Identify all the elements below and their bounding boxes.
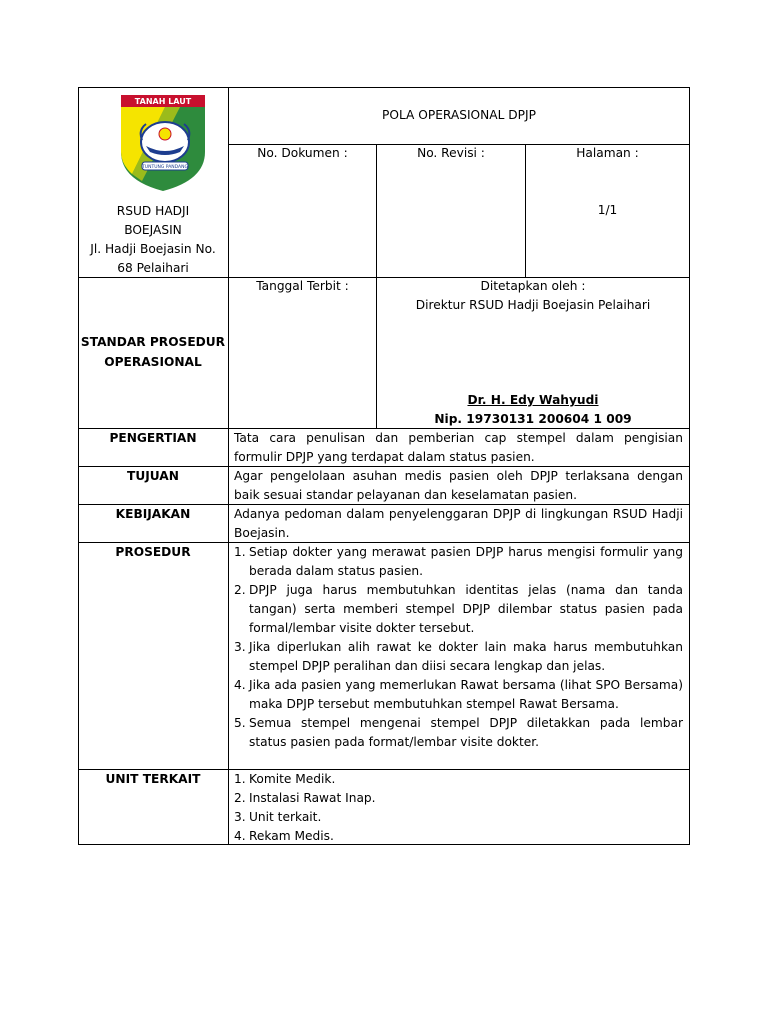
- document-title: POLA OPERASIONAL DPJP: [382, 108, 536, 122]
- prosedur-item: [234, 714, 683, 752]
- signer-name: Dr. H. Edy Wahyudi: [467, 393, 599, 407]
- prosedur-item: [234, 676, 683, 714]
- unit-terkait-item-number: 4.: [234, 829, 246, 843]
- logo-scroll-text: TUNTUNG PANDANG: [142, 165, 188, 170]
- pengertian-label: PENGERTIAN: [109, 431, 197, 445]
- institution-address-line2: 68 Pelaihari: [117, 261, 189, 275]
- prosedur-item-number: 1.: [234, 545, 246, 559]
- institution-address-line1: Jl. Hadji Boejasin No.: [90, 242, 216, 256]
- ditetapkan-label: Ditetapkan oleh :: [480, 279, 586, 293]
- prosedur-item-text: DPJP juga harus membutuhkan identitas jelas (nama dan tanda tangan) serta memberi stempel DPJP dilembar status pasien pada formal/lembar visite dokter tersebut.: [249, 583, 683, 635]
- unit-terkait-item-number: 3.: [234, 810, 246, 824]
- logo-banner-text: TANAH LAUT: [134, 97, 192, 106]
- unit-terkait-item: [234, 789, 683, 808]
- kebijakan-text: Adanya pedoman dalam penyelenggaran DPJP di lingkungan RSUD Hadji Boejasin.: [234, 507, 683, 540]
- prosedur-item-text: Jika ada pasien yang memerlukan Rawat bersama (lihat SPO Bersama) maka DPJP tersebut membutuhkan stempel Rawat Bersama.: [249, 678, 683, 711]
- unit-terkait-item-text: Unit terkait.: [249, 810, 322, 824]
- unit-terkait-item-text: Komite Medik.: [249, 772, 336, 786]
- tanggal-terbit-label: Tanggal Terbit :: [256, 279, 349, 293]
- unit-terkait-item: [234, 808, 683, 827]
- unit-terkait-item-number: 2.: [234, 791, 246, 805]
- prosedur-item-number: 3.: [234, 640, 246, 654]
- institution-name-line2: BOEJASIN: [124, 223, 182, 237]
- prosedur-item-text: Setiap dokter yang merawat pasien DPJP harus mengisi formulir yang berada dalam status pasien.: [249, 545, 683, 578]
- logo-emblem-sun: [159, 128, 171, 140]
- prosedur-label: PROSEDUR: [115, 545, 191, 559]
- prosedur-item-number: 2.: [234, 583, 246, 597]
- sop-table: [78, 87, 690, 845]
- prosedur-item-text: Jika diperlukan alih rawat ke dokter lain maka harus membutuhkan stempel DPJP peralihan dan diisi secara lengkap dan jelas.: [249, 640, 683, 673]
- unit-terkait-label: UNIT TERKAIT: [105, 772, 201, 786]
- sop-title-line2: OPERASIONAL: [104, 355, 202, 369]
- unit-terkait-item: [234, 827, 683, 846]
- no-dokumen-label: No. Dokumen :: [257, 146, 348, 160]
- tujuan-text: Agar pengelolaan asuhan medis pasien oleh DPJP terlaksana dengan baik sesuai standar pelayanan dan keselamatan pasien.: [234, 469, 683, 502]
- unit-terkait-item-number: 1.: [234, 772, 246, 786]
- prosedur-item-number: 5.: [234, 716, 246, 730]
- unit-terkait-item: [234, 770, 683, 789]
- prosedur-item: [234, 543, 683, 581]
- prosedur-item: [234, 581, 683, 638]
- ditetapkan-value: Direktur RSUD Hadji Boejasin Pelaihari: [415, 298, 651, 312]
- tanah-laut-logo: [120, 94, 206, 192]
- prosedur-item-text: Semua stempel mengenai stempel DPJP diletakkan pada lembar status pasien pada format/lembar visite dokter.: [249, 716, 683, 749]
- prosedur-item-number: 4.: [234, 678, 246, 692]
- unit-terkait-item-text: Instalasi Rawat Inap.: [249, 791, 376, 805]
- sop-title-line1: STANDAR PROSEDUR: [80, 335, 226, 349]
- unit-terkait-item-text: Rekam Medis.: [249, 829, 334, 843]
- table-border-top: [78, 87, 690, 88]
- tujuan-label: TUJUAN: [127, 469, 179, 483]
- halaman-label: Halaman :: [576, 146, 639, 160]
- signer-nip: Nip. 19730131 200604 1 009: [434, 412, 632, 426]
- prosedur-item: [234, 638, 683, 676]
- kebijakan-label: KEBIJAKAN: [115, 507, 191, 521]
- pengertian-text: Tata cara penulisan dan pemberian cap stempel dalam pengisian formulir DPJP yang terdapat dalam status pasien.: [234, 431, 683, 464]
- halaman-value: 1/1: [597, 203, 618, 217]
- prosedur-list: [234, 543, 683, 752]
- no-revisi-label: No. Revisi :: [417, 146, 485, 160]
- unit-terkait-list: [234, 770, 683, 846]
- institution-name-line1: RSUD HADJI: [116, 204, 190, 218]
